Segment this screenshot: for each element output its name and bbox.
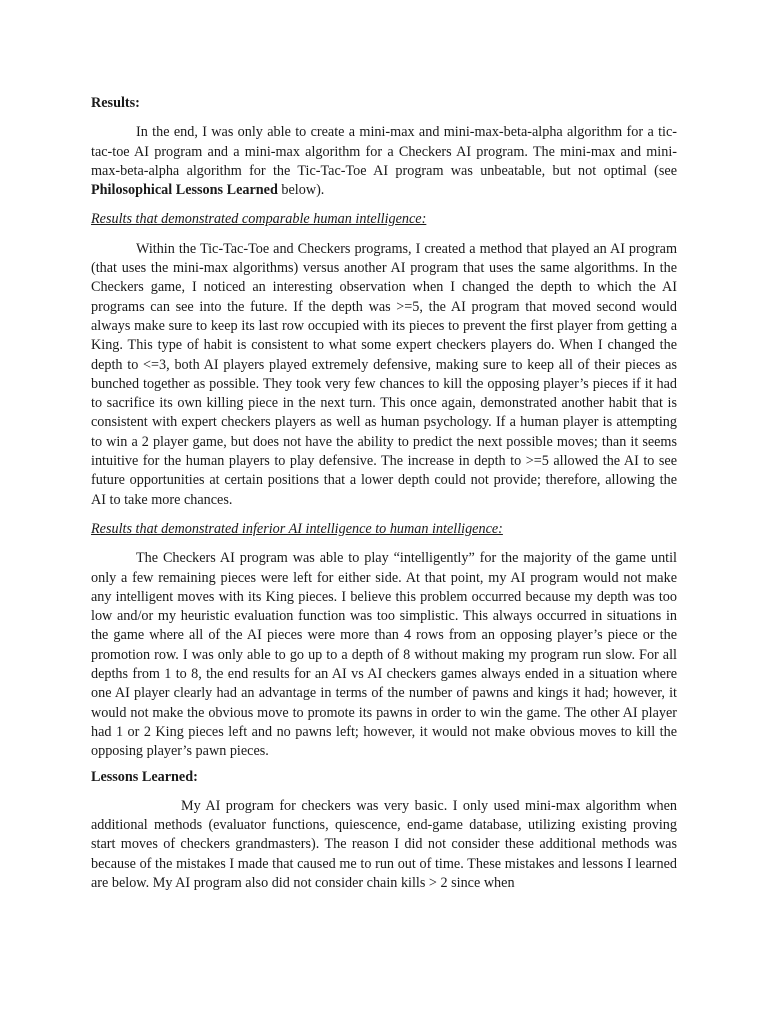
comparable-intelligence-subheading: Results that demonstrated comparable human intelligence:	[91, 211, 427, 228]
lessons-learned-heading: Lessons Learned:	[91, 768, 198, 785]
lessons-learned-paragraph: My AI program for checkers was very basic. I only used mini-max algorithm when additional methods (evaluator functions, quiescence, end-game database, utilizing existing proving start moves of checkers grandmasters). The reason I did not consider these additional methods was because of the mistakes I made that caused me to run out of time. These mistakes and lessons I learned are below. My AI program also did not consider chain kills > 2 since when	[91, 797, 677, 891]
inferior-intelligence-subheading: Results that demonstrated inferior AI intelligence to human intelligence:	[91, 520, 503, 537]
inferior-intelligence-paragraph: The Checkers AI program was able to play “intelligently” for the majority of the game until only a few remaining pieces were left for either side. At that point, my AI program would not make any intelligent moves with its King pieces. I believe this problem occurred because my depth was too low and/or my heuristic evaluation function was too simplistic. This always occurred in situations in the game where all of the AI pieces were more than 4 rows from an opposing player’s piece or the promotion row. I was only able to go up to a depth of 8 without making my program run slow. For all depths from 1 to 8, the end results for an AI vs AI checkers games always ended in a situation where one AI player clearly had an advantage in terms of the number of pawns and kings it had; however, it would not make the obvious move to promote its pawns in order to win the game. The other AI player had 1 or 2 King pieces left and no pawns left; however, it would not make obvious moves to kill the opposing player’s pawn pieces.	[91, 550, 677, 760]
results-heading: Results:	[91, 95, 140, 111]
philosophical-lessons-reference: Philosophical Lessons Learned	[91, 182, 278, 199]
document-page	[91, 88, 677, 899]
results-paragraph	[91, 123, 677, 200]
results-paragraph-text-2: below).	[277, 182, 325, 199]
comparable-intelligence-paragraph: Within the Tic-Tac-Toe and Checkers programs, I created a method that played an AI program (that uses the mini-max algorithms) versus another AI program that uses the same algorithms. In the Checkers game, I noticed an interesting observation when I changed the depth to which the AI programs can see into the future. If the depth was >=5, the AI program that moved second would always make sure to keep its last row occupied with its pieces to prevent the first player from getting a King. This type of habit is consistent to what some expert checkers players do. When I changed the depth to <=3, both AI players played extremely defensive, making sure to keep all of their pieces as bunched together as possible. They took very few chances to kill the opposing player’s pieces if it had to sacrifice its own killing piece in the next turn. This once again, demonstrated another habit that is consistent with expert checkers players as well as human psychology. If a human player is attempting to win a 2 player game, but does not have the ability to predict the next possible moves; than it seems intuitive for the human players to play defensive. The increase in depth to >=5 allowed the AI to see future opportunities at certain positions that a lower depth could not provide; therefore, allowing the AI to take more chances.	[91, 240, 677, 508]
results-paragraph-text-1: In the end, I was only able to create a mini-max and mini-max-beta-alpha algorithm for a tic-tac-toe AI program and a mini-max algorithm for a Checkers AI program. The mini-max and mini-max-beta-alpha algorithm for the Tic-Tac-Toe AI program was unbeatable, but not optimal (see	[91, 124, 677, 179]
